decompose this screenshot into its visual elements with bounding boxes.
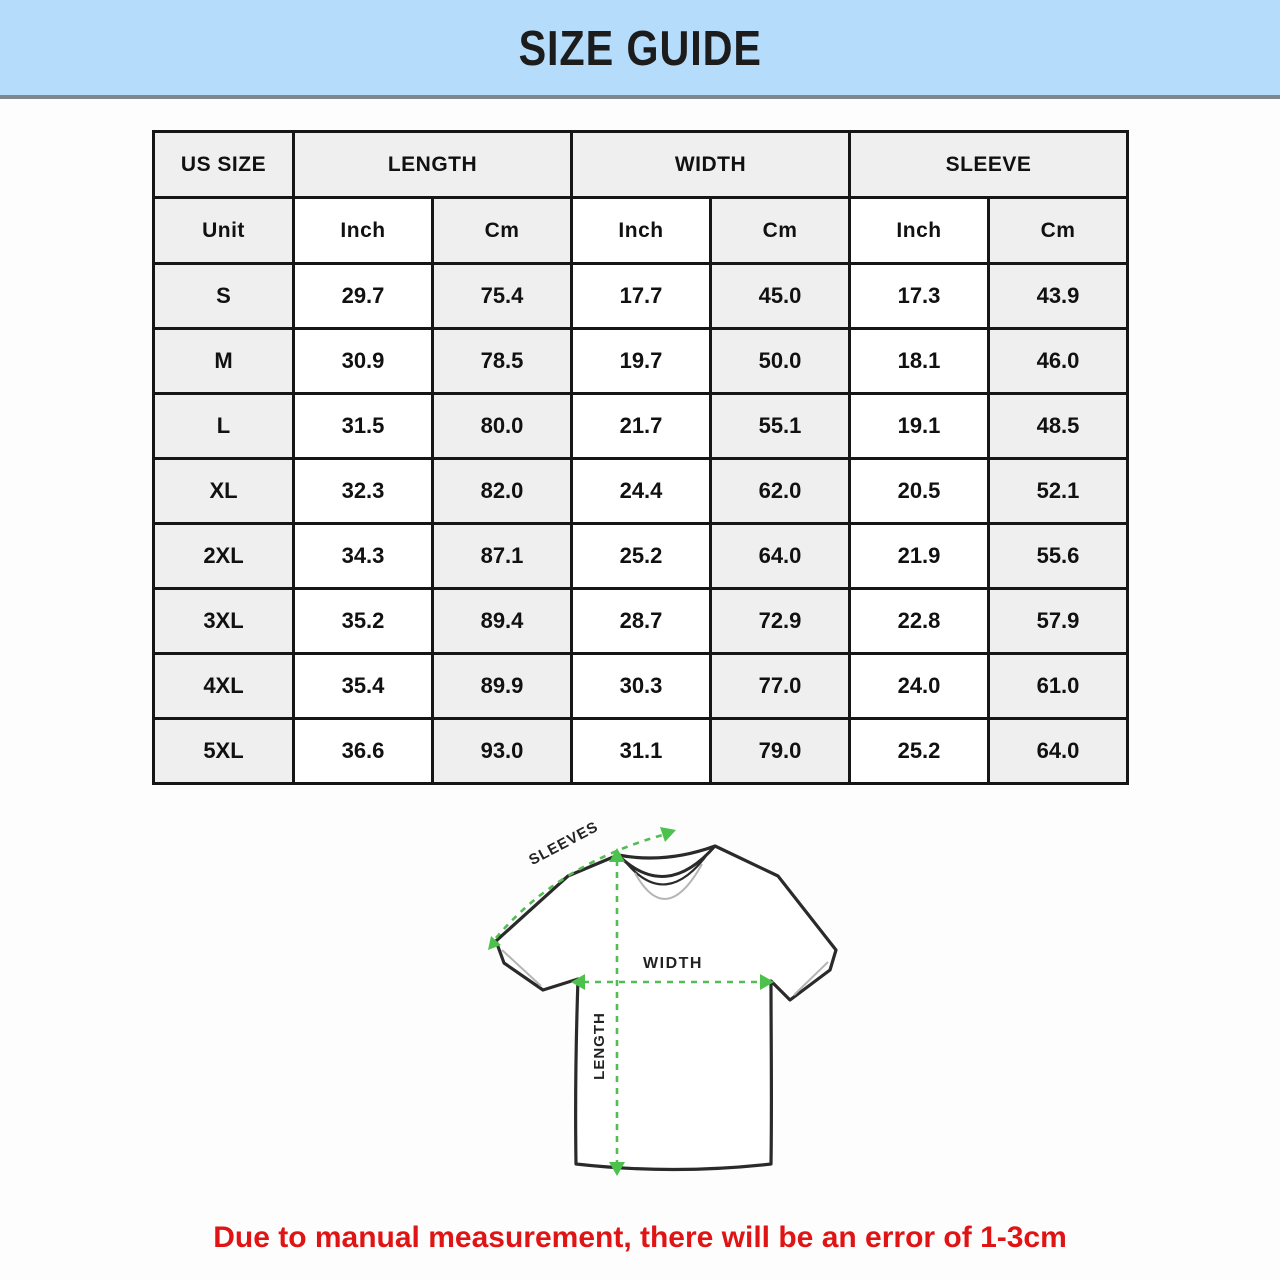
unit-cell: Inch — [294, 198, 433, 264]
value-cell: 64.0 — [711, 524, 850, 589]
value-cell: 29.7 — [294, 264, 433, 329]
value-cell: 79.0 — [711, 719, 850, 784]
value-cell: 17.3 — [850, 264, 989, 329]
value-cell: 75.4 — [433, 264, 572, 329]
value-cell: 87.1 — [433, 524, 572, 589]
tshirt-outline — [496, 846, 836, 1170]
sleeves-label: SLEEVES — [526, 818, 602, 869]
value-cell: 35.2 — [294, 589, 433, 654]
value-cell: 57.9 — [989, 589, 1128, 654]
value-cell: 52.1 — [989, 459, 1128, 524]
size-cell: XL — [154, 459, 294, 524]
size-cell: 2XL — [154, 524, 294, 589]
value-cell: 72.9 — [711, 589, 850, 654]
header-width: WIDTH — [572, 132, 850, 198]
value-cell: 46.0 — [989, 329, 1128, 394]
value-cell: 24.0 — [850, 654, 989, 719]
width-label: WIDTH — [643, 955, 703, 972]
size-cell: 3XL — [154, 589, 294, 654]
size-row — [154, 719, 1128, 784]
value-cell: 25.2 — [850, 719, 989, 784]
value-cell: 80.0 — [433, 394, 572, 459]
value-cell: 21.9 — [850, 524, 989, 589]
size-table — [152, 130, 1129, 785]
value-cell: 48.5 — [989, 394, 1128, 459]
measurement-disclaimer: Due to manual measurement, there will be an error of 1-3cm — [213, 1221, 1067, 1254]
size-cell: L — [154, 394, 294, 459]
value-cell: 28.7 — [572, 589, 711, 654]
value-cell: 32.3 — [294, 459, 433, 524]
value-cell: 62.0 — [711, 459, 850, 524]
value-cell: 93.0 — [433, 719, 572, 784]
value-cell: 31.1 — [572, 719, 711, 784]
value-cell: 43.9 — [989, 264, 1128, 329]
value-cell: 30.9 — [294, 329, 433, 394]
value-cell: 35.4 — [294, 654, 433, 719]
value-cell: 19.7 — [572, 329, 711, 394]
value-cell: 55.6 — [989, 524, 1128, 589]
value-cell: 24.4 — [572, 459, 711, 524]
value-cell: 31.5 — [294, 394, 433, 459]
header-sleeve: SLEEVE — [850, 132, 1128, 198]
tshirt-measurement-diagram — [438, 798, 958, 1218]
size-cell: 5XL — [154, 719, 294, 784]
value-cell: 36.6 — [294, 719, 433, 784]
size-row — [154, 394, 1128, 459]
value-cell: 18.1 — [850, 329, 989, 394]
header-us-size: US SIZE — [154, 132, 294, 198]
value-cell: 34.3 — [294, 524, 433, 589]
value-cell: 17.7 — [572, 264, 711, 329]
value-cell: 20.5 — [850, 459, 989, 524]
unit-cell: Cm — [711, 198, 850, 264]
value-cell: 61.0 — [989, 654, 1128, 719]
header-length: LENGTH — [294, 132, 572, 198]
size-row — [154, 459, 1128, 524]
unit-cell: Inch — [850, 198, 989, 264]
unit-cell: Inch — [572, 198, 711, 264]
title-banner — [0, 0, 1280, 99]
size-row — [154, 524, 1128, 589]
value-cell: 64.0 — [989, 719, 1128, 784]
value-cell: 55.1 — [711, 394, 850, 459]
group-header-row — [154, 132, 1128, 198]
value-cell: 19.1 — [850, 394, 989, 459]
value-cell: 77.0 — [711, 654, 850, 719]
value-cell: 78.5 — [433, 329, 572, 394]
unit-cell: Cm — [989, 198, 1128, 264]
size-cell: 4XL — [154, 654, 294, 719]
unit-cell: Cm — [433, 198, 572, 264]
size-cell: M — [154, 329, 294, 394]
size-cell: S — [154, 264, 294, 329]
value-cell: 21.7 — [572, 394, 711, 459]
value-cell: 30.3 — [572, 654, 711, 719]
length-label: LENGTH — [591, 1012, 608, 1080]
page-title: SIZE GUIDE — [518, 19, 762, 76]
value-cell: 22.8 — [850, 589, 989, 654]
size-row — [154, 654, 1128, 719]
size-row — [154, 264, 1128, 329]
value-cell: 89.4 — [433, 589, 572, 654]
value-cell: 89.9 — [433, 654, 572, 719]
value-cell: 50.0 — [711, 329, 850, 394]
size-row — [154, 329, 1128, 394]
unit-cell: Unit — [154, 198, 294, 264]
value-cell: 45.0 — [711, 264, 850, 329]
value-cell: 82.0 — [433, 459, 572, 524]
value-cell: 25.2 — [572, 524, 711, 589]
unit-header-row — [154, 198, 1128, 264]
sleeves-arrowhead-top — [660, 827, 676, 842]
size-row — [154, 589, 1128, 654]
